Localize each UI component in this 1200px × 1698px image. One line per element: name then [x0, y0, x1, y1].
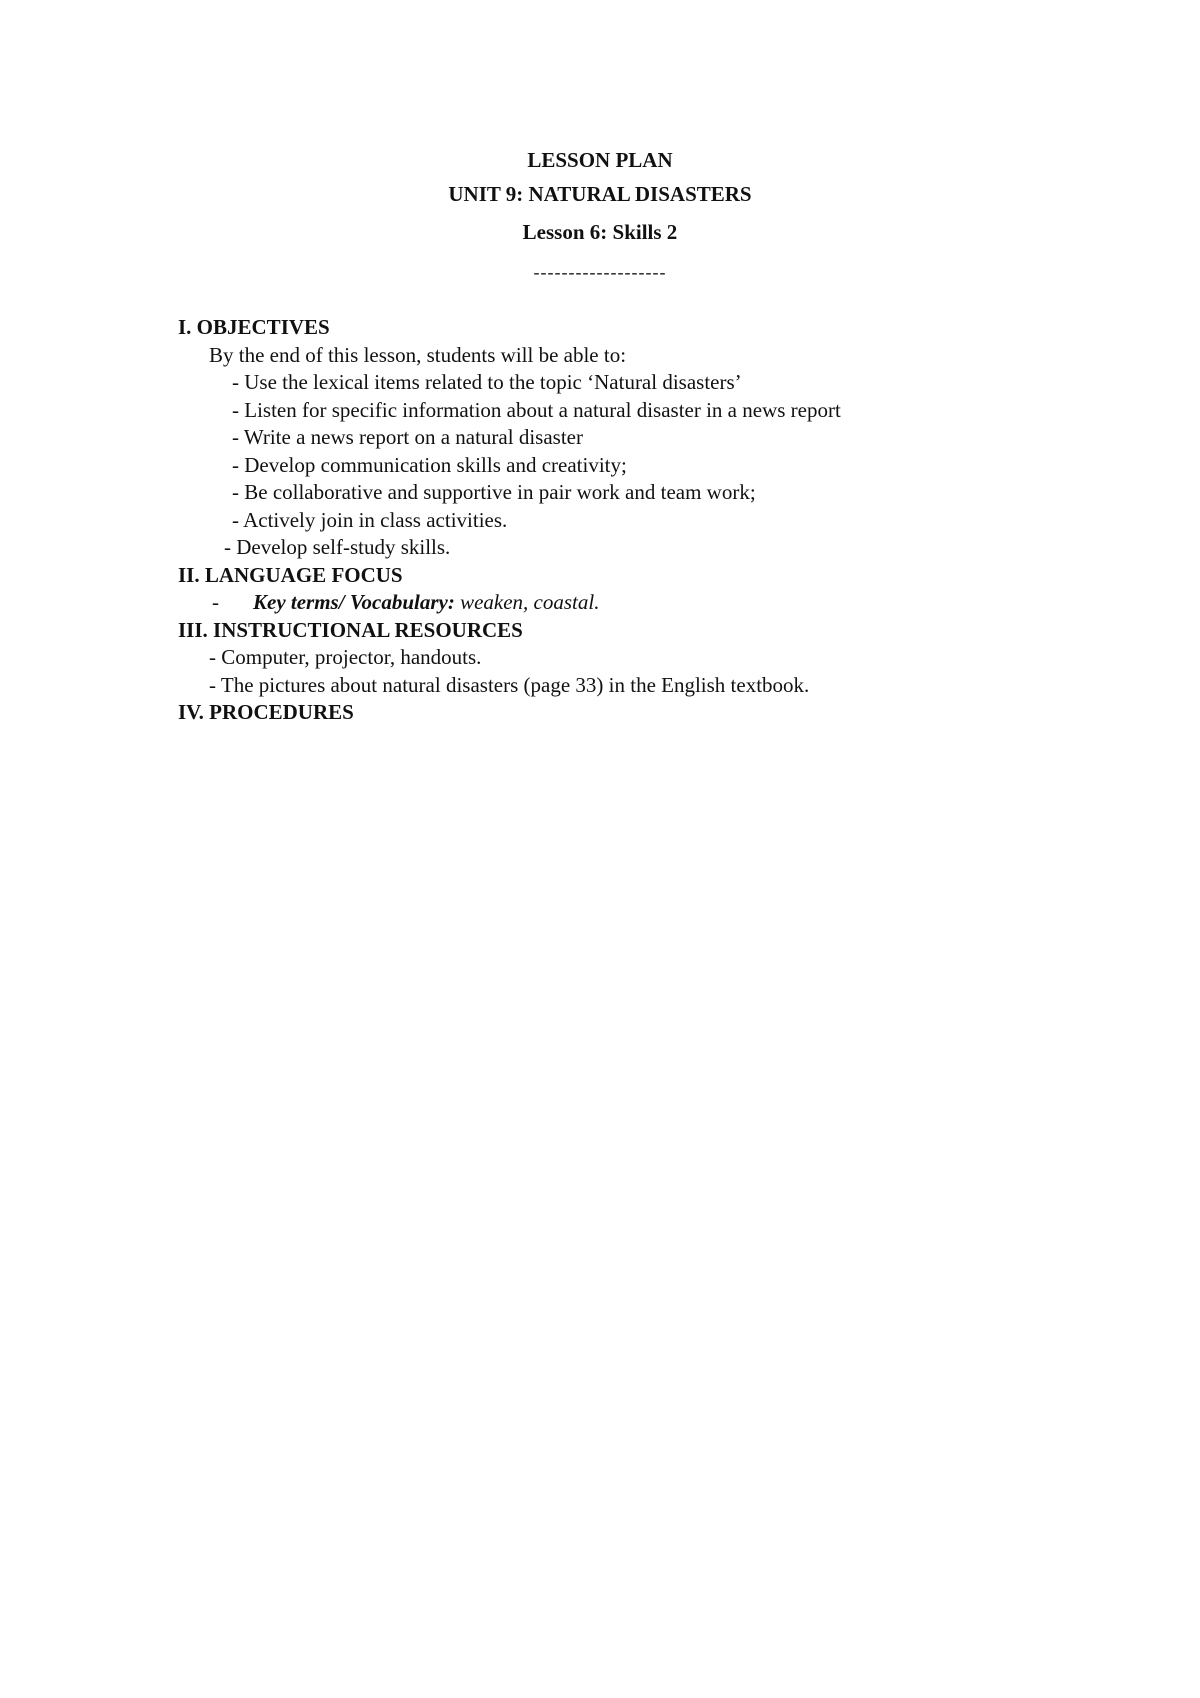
objective-item: - Write a news report on a natural disaster: [232, 425, 583, 449]
lesson-title: Lesson 6: Skills 2: [522, 220, 678, 244]
vocabulary-label: Key terms/ Vocabulary:: [253, 590, 455, 614]
objective-item: - Develop self-study skills.: [224, 535, 451, 559]
document-title: LESSON PLAN: [527, 148, 673, 172]
objective-item: - Use the lexical items related to the topic ‘Natural disasters’: [232, 370, 742, 394]
vocabulary-terms: weaken, coastal.: [460, 590, 600, 614]
resources-heading: III. INSTRUCTIONAL RESOURCES: [178, 617, 523, 642]
title-divider: -------------------: [533, 262, 667, 282]
vocabulary-line: [178, 589, 1138, 617]
vocabulary-dash: -: [212, 590, 219, 614]
language-focus-heading: II. LANGUAGE FOCUS: [178, 562, 403, 587]
objective-item: - Develop communication skills and creativity;: [232, 452, 627, 477]
unit-title: UNIT 9: NATURAL DISASTERS: [448, 182, 752, 206]
lesson-body: [178, 314, 1138, 727]
objective-item: - Actively join in class activities.: [232, 507, 508, 532]
objective-item: - Listen for specific information about a natural disaster in a news report: [232, 397, 841, 422]
resource-item: - Computer, projector, handouts.: [209, 645, 482, 669]
objective-item: - Be collaborative and supportive in pair work and team work;: [232, 480, 756, 504]
objectives-intro: By the end of this lesson, students will be able to:: [209, 342, 627, 367]
objectives-heading: I. OBJECTIVES: [178, 315, 330, 339]
procedures-heading: IV. PROCEDURES: [178, 700, 354, 724]
resource-item: - The pictures about natural disasters (page 33) in the English textbook.: [209, 672, 810, 697]
